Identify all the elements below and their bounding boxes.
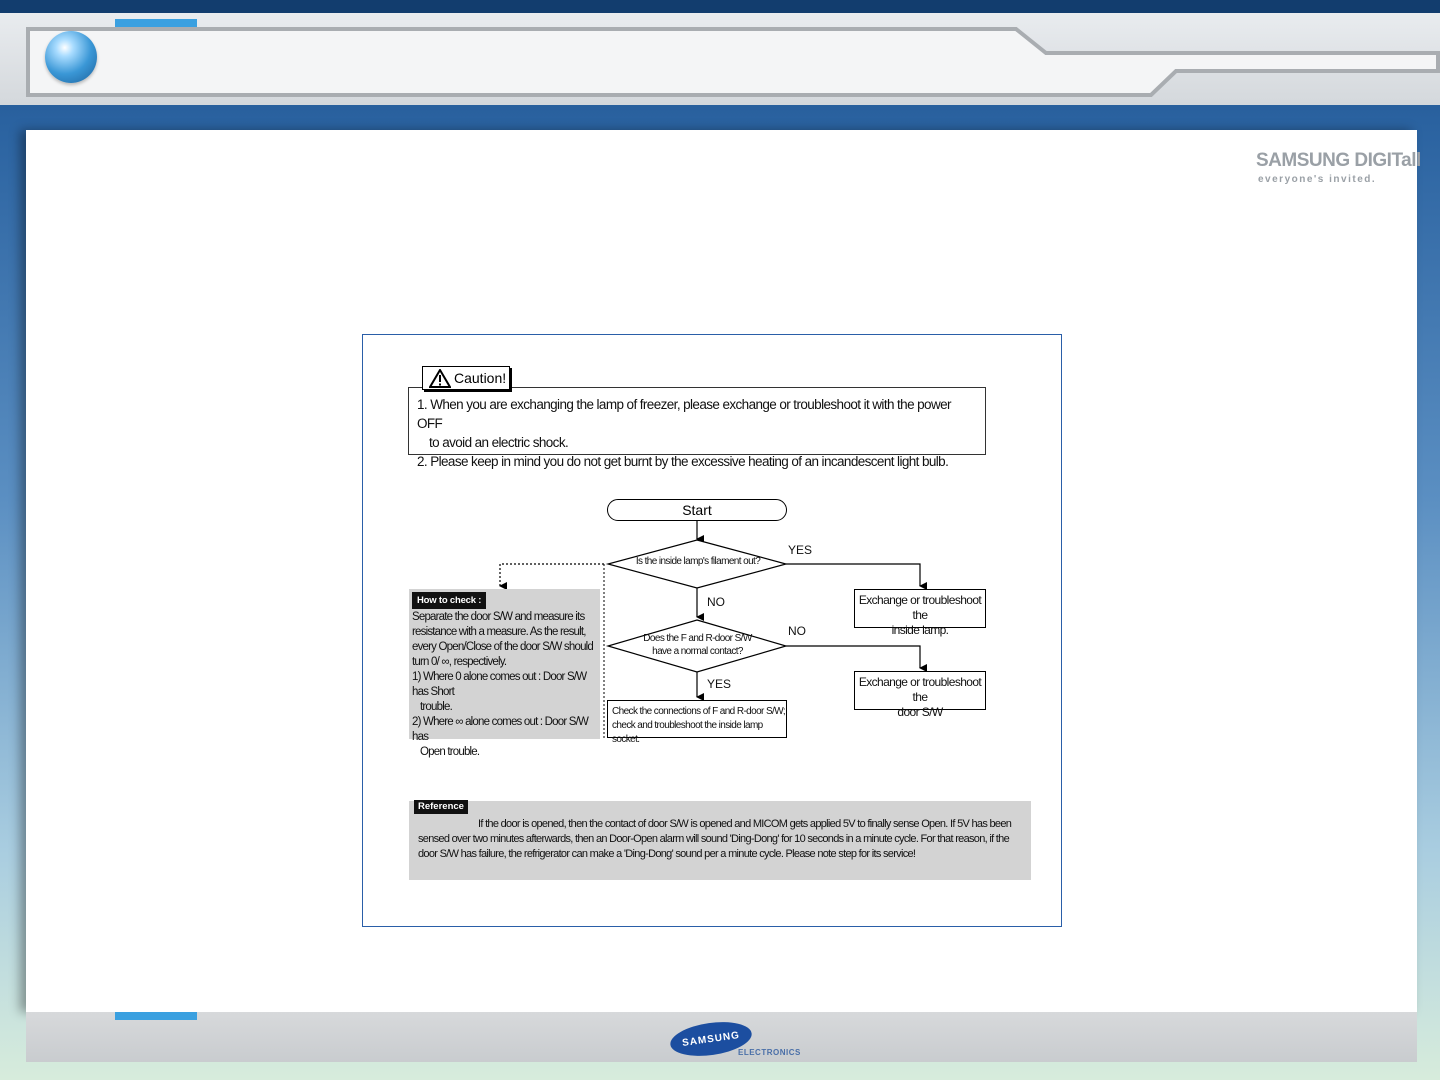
caution-line-2: 2. Please keep in mind you do not get burnt by the excessive heating of an incandescent light bulb. xyxy=(417,454,949,469)
how-to-check-text: Separate the door S/W and measure its resistance with a measure. As the result, every Open/Close of the door S/W should turn 0/ ∞, respectively. xyxy=(412,611,594,668)
action-box-door-sw xyxy=(854,671,986,719)
how-to-check-item-2a: 2) Where ∞ alone comes out : Door S/W has xyxy=(412,716,589,743)
how-to-check-item-1a: 1) Where 0 alone comes out : Door S/W has Short xyxy=(412,671,587,698)
label-yes-2: YES xyxy=(707,677,732,691)
reference-text: If the door is opened, then the contact of door S/W is opened and MICOM gets applied 5V to finally sense Open. If 5V has been sensed over two minutes afterwards, then an Door-Open alarm will sound 'Ding-Dong' for 10 seconds in a minute cycle. For that reason, if the door S/W has failure, the refrigerator can make a 'Ding-Dong' sound per a minute cycle. Please note step for its service! xyxy=(418,818,1012,860)
how-to-check-item-1b: trouble. xyxy=(420,701,452,713)
flow-start-node: Start xyxy=(607,499,787,521)
action-2-line-1: Exchange or troubleshoot the xyxy=(858,675,982,704)
caution-line-1: 1. When you are exchanging the lamp of freezer, please exchange or troubleshoot it with the power OFF xyxy=(417,397,951,431)
footer-logo-text: SAMSUNG xyxy=(681,1029,741,1049)
decision-1-text: Is the inside lamp's filament out? xyxy=(635,556,761,567)
how-to-check-item-2b: Open trouble. xyxy=(420,746,480,758)
connector-q1-dotted xyxy=(500,564,604,586)
label-yes-1: YES xyxy=(788,543,813,557)
decision-2-line-2: have a normal contact? xyxy=(652,646,743,657)
reference-tag: Reference xyxy=(414,800,468,814)
action-1-line-1: Exchange or troubleshoot the xyxy=(858,593,982,622)
decision-2-text xyxy=(630,632,765,658)
how-to-check-body xyxy=(412,610,598,760)
decision-2-line-1: Does the F and R-door S/W xyxy=(643,633,752,644)
action-box-lamp xyxy=(854,589,986,637)
label-no-1: NO xyxy=(707,595,725,609)
caution-line-1b: to avoid an electric shock. xyxy=(429,435,569,450)
action-3-line-2: check and troubleshoot the inside lamp socket. xyxy=(612,720,763,745)
action-box-socket xyxy=(607,700,787,745)
action-1-line-2: inside lamp. xyxy=(891,623,949,637)
action-2-line-2: door S/W xyxy=(897,705,943,719)
connector-q2-no xyxy=(786,646,920,668)
how-to-check-tag: How to check : xyxy=(412,592,486,609)
footer-logo-subtext: ELECTRONICS xyxy=(738,1048,801,1057)
footer-accent-stripe xyxy=(115,1012,197,1020)
brand-tagline: everyone's invited. xyxy=(1258,174,1377,185)
label-no-2: NO xyxy=(788,624,806,638)
connector-q1-yes xyxy=(786,564,920,586)
brand-logo-text: SAMSUNG DIGITall xyxy=(1256,150,1421,171)
action-3-line-1: Check the connections of F and R-door S/W; xyxy=(612,706,786,717)
caution-title: Caution! xyxy=(454,370,507,386)
how-to-check-box xyxy=(409,589,600,758)
reference-box xyxy=(409,801,1031,880)
